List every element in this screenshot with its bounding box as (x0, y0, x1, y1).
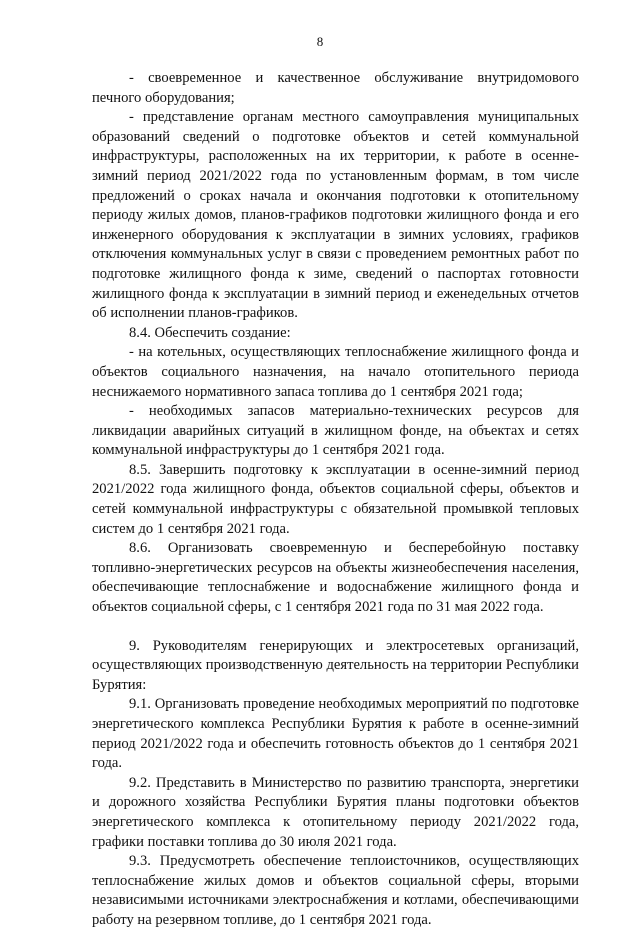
paragraph-8-5: 8.5. Завершить подготовку к эксплуатации в осенне-зимний период 2021/2022 года жилищного фонда, объектов социальной сферы, объектов и сетей коммунальной инфраструктуры с обязательной промывкой тепловых систем до 1 сентября 2021 года. (92, 461, 579, 537)
paragraph-stove-maintenance: - своевременное и качественное обслуживание внутридомового печного оборудования; (92, 70, 579, 106)
paragraph-9-1: 9.1. Организовать проведение необходимых мероприятий по подготовке энергетического комплекса Республики Бурятия к работе в осенне-зимний период 2021/2022 года и обеспечить готовность объектов до 1 сентября 2021 года. (92, 696, 579, 772)
paragraph-9-3: 9.3. Предусмотреть обеспечение теплоисточников, осуществляющих теплоснабжение жилых домов и объектов социальной сферы, вторыми независимыми источниками электроснабжения и котлами, обеспечивающими работу на резервном топливе, до 1 сентября 2021 года. (92, 853, 579, 928)
paragraph-8-6: 8.6. Организовать своевременную и бесперебойную поставку топливно-энергетических ресурсов на объекты жизнеобеспечения населения, обеспечивающие теплоснабжение и водоснабжение жилищного фонда и объектов социальной сферы, с 1 сентября 2021 года по 31 мая 2022 года. (92, 540, 579, 616)
paragraph-9: 9. Руководителям генерирующих и электросетевых организаций, осуществляющих производственную деятельность на территории Республики Бурятия: (92, 637, 579, 693)
paragraph-fuel-reserve: - на котельных, осуществляющих теплоснабжение жилищного фонда и объектов социального назначения, на начало отопительного периода неснижаемого нормативного запаса топлива до 1 сентября 2021 года; (92, 344, 579, 400)
paragraph-reporting-to-municipalities: - представление органам местного самоуправления муниципальных образований сведений о подготовке объектов и сетей коммунальной инфраструктуры, расположенных на их территории, к работе в осенне-зимний период 2021/2022 года по установленным формам, в том числе предложений о сроках начала и окончания подготовки к отопительному периоду жилых домов, планов-графиков подготовки жилищного фонда и его инженерного оборудования к эксплуатации в зимних условиях, графиков отключения коммунальных услуг в связи с проведением ремонтных работ по подготовке жилищного фонда к зиме, сведений о паспортах готовности жилищного фонда к эксплуатации в зимний период и еженедельных отчетов об исполнении планов-графиков. (92, 109, 579, 322)
document-body (92, 69, 579, 931)
paragraph-material-reserves: - необходимых запасов материально-технических ресурсов для ликвидации аварийных ситуаций в жилищном фонде, на объектах и сетях коммунальной инфраструктуры до 1 сентября 2021 года. (92, 403, 579, 459)
paragraph-8-4: 8.4. Обеспечить создание: (129, 324, 291, 341)
page-number: 8 (316, 34, 324, 49)
paragraph-9-2: 9.2. Представить в Министерство по развитию транспорта, энергетики и дорожного хозяйства Республики Бурятия планы подготовки объектов энергетического комплекса к отопительному периоду 2021/2022 года, графики поставки топлива до 30 июля 2021 года. (92, 774, 579, 850)
